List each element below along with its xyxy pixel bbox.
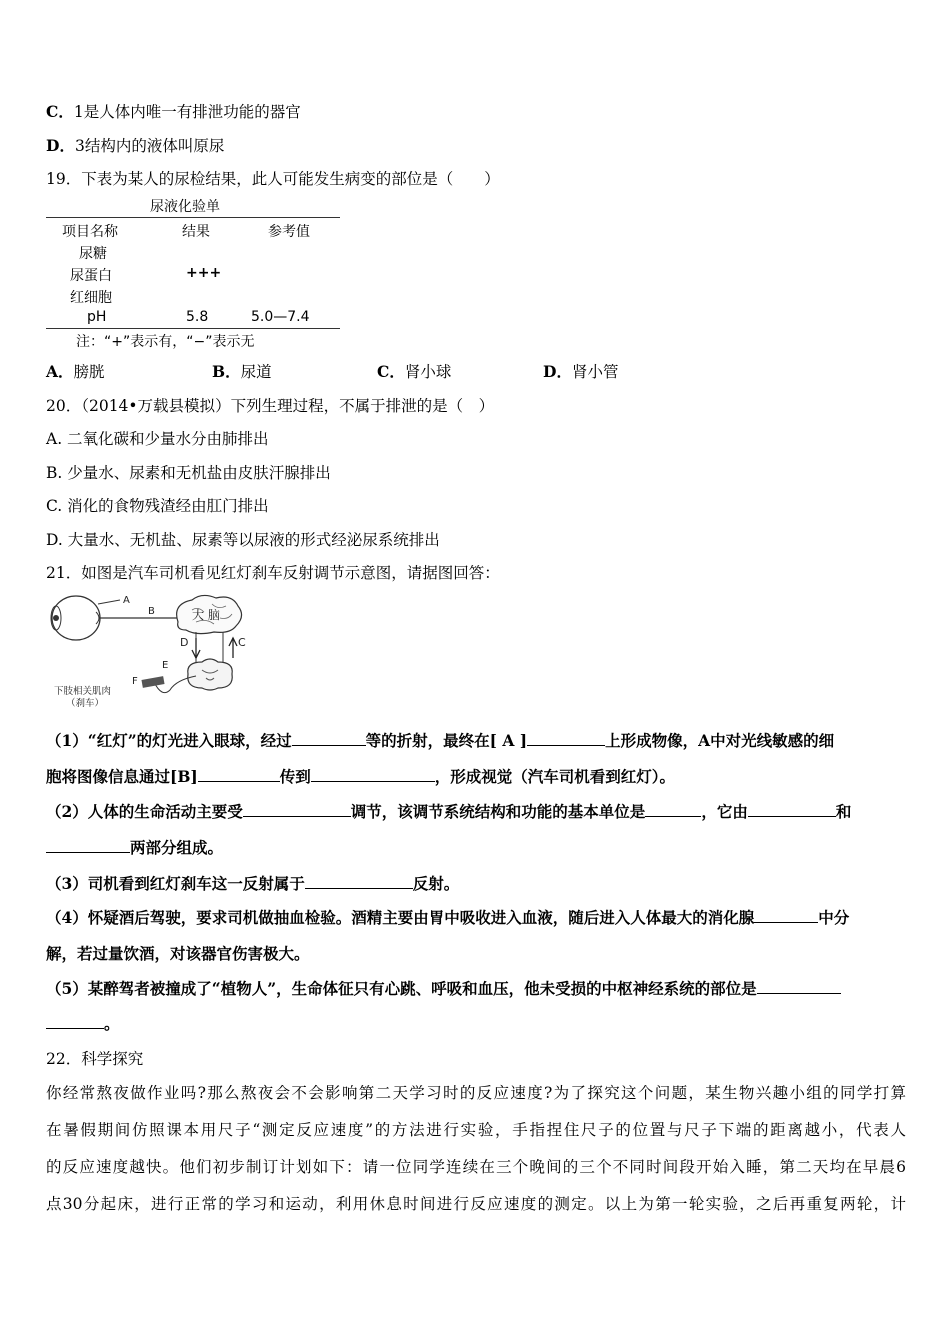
q22-title: 22．科学探究 <box>46 1050 144 1068</box>
answer-blank[interactable] <box>757 979 841 994</box>
q19-stem: 19．下表为某人的尿检结果，此人可能发生病变的部位是（ ） <box>46 170 500 188</box>
label-e: E <box>162 660 169 671</box>
brain-label: 大 脑 <box>192 608 220 622</box>
option-letter: D． <box>543 362 572 381</box>
answer-blank[interactable] <box>46 1014 104 1029</box>
q20-option-b: B. 少量水、尿素和无机盐由皮肤汗腺排出 <box>46 464 331 482</box>
q19-option-b <box>212 362 272 382</box>
text-seg: （5）某醉驾者被撞成了“植物人”，生命体征只有心跳、呼吸和血压，他未受损的中枢神经系统的部位是 <box>46 979 757 998</box>
q21-part4-line2: 解，若过量饮酒，对该器官伤害极大。 <box>46 944 310 963</box>
option-letter: C． <box>377 362 405 381</box>
option-text: 肾小球 <box>404 363 452 381</box>
answer-blank[interactable] <box>198 767 280 782</box>
q18-option-c <box>46 102 301 122</box>
q18-option-d <box>46 136 224 156</box>
q21-part2-line2 <box>46 838 223 858</box>
row-result: +++ <box>186 265 222 281</box>
text-seg: （1）“红灯”的灯光进入眼球，经过 <box>46 731 292 750</box>
q21-part1-line2 <box>46 767 675 787</box>
label-b: B <box>148 606 155 617</box>
q20-option-d: D. 大量水、无机盐、尿素等以尿液的形式经泌尿系统排出 <box>46 531 440 549</box>
table-bottom-rule <box>46 328 340 329</box>
q21-part4-line1 <box>46 908 849 928</box>
header-result: 结果 <box>182 224 210 240</box>
q21-part5-line2 <box>46 1014 120 1034</box>
option-text: 尿道 <box>240 363 272 381</box>
text-seg: 和 <box>835 802 852 821</box>
text-seg: 调节，该调节系统结构和功能的基本单位是 <box>350 802 646 821</box>
option-text: 1是人体内唯一有排泄功能的器官 <box>73 103 301 121</box>
text-seg: （4）怀疑酒后驾驶，要求司机做抽血检验。酒精主要由胃中吸收进入血液，随后进入人体最大的消化腺 <box>46 908 755 927</box>
text-seg: 中分 <box>818 908 850 927</box>
row-name: 尿蛋白 <box>70 268 112 284</box>
muscle-label: 下肢相关肌肉 <box>54 686 112 697</box>
q22-paragraph-line: 你经常熬夜做作业吗?那么熬夜会不会影响第二天学习时的反应速度?为了探究这个问题，某生物兴趣小组的同学打算 <box>46 1084 906 1102</box>
q19-option-a <box>46 362 105 382</box>
answer-blank[interactable] <box>243 802 351 817</box>
row-result: 5.8 <box>186 309 209 325</box>
answer-blank[interactable] <box>305 874 413 889</box>
table-note: 注：“+”表示有，“−”表示无 <box>76 334 255 350</box>
q21-stem: 21．如图是汽车司机看见红灯刹车反射调节示意图，请据图回答： <box>46 564 500 582</box>
q19-option-d <box>543 362 618 382</box>
text-seg: ，它由 <box>701 802 748 821</box>
text-seg: 反射。 <box>412 874 460 893</box>
label-c: C <box>238 636 246 649</box>
option-text: 肾小管 <box>571 363 619 381</box>
answer-blank[interactable] <box>754 908 818 923</box>
header-item: 项目名称 <box>62 224 118 240</box>
text-seg: （2）人体的生命活动主要受 <box>46 802 243 821</box>
text-seg: 胞将图像信息通过[B] <box>46 767 198 786</box>
q21-part1-line1 <box>46 731 834 751</box>
row-name: 尿糖 <box>79 246 107 262</box>
answer-blank[interactable] <box>311 767 435 782</box>
spinal-cord-illustration <box>188 659 232 690</box>
text-seg: ，形成视觉（汽车司机看到红灯）。 <box>434 767 676 786</box>
answer-blank[interactable] <box>292 731 366 746</box>
q21-part2-line1 <box>46 802 851 822</box>
text-seg: 等的折射，最终在[ A ] <box>365 731 528 750</box>
header-reference: 参考值 <box>268 224 310 240</box>
label-a: A <box>123 595 130 606</box>
table-title: 尿液化验单 <box>150 199 220 215</box>
text-seg: 传到 <box>279 767 311 786</box>
option-text: 膀胱 <box>73 363 105 381</box>
option-letter: D． <box>46 136 75 155</box>
text-seg: 。 <box>104 1014 120 1033</box>
option-letter: B． <box>212 362 241 381</box>
q21-part3 <box>46 874 459 894</box>
muscle-label-brake: （刹车） <box>66 698 105 709</box>
text-seg: （3）司机看到红灯刹车这一反射属于 <box>46 874 305 893</box>
q22-paragraph-line: 在暑假期间仿照课本用尺子“测定反应速度”的方法进行实验，手指捏住尺子的位置与尺子下端的距离越小，代表人 <box>46 1121 906 1139</box>
option-letter: C． <box>46 102 74 121</box>
q20-option-a: A. 二氧化碳和少量水分由肺排出 <box>46 430 269 448</box>
q20-stem: 20．（2014•万载县模拟）下列生理过程，不属于排泄的是（ ） <box>46 397 495 415</box>
reflex-diagram <box>46 590 246 710</box>
answer-blank[interactable] <box>527 731 605 746</box>
q19-option-c <box>377 362 451 382</box>
answer-blank[interactable] <box>46 838 130 853</box>
answer-blank[interactable] <box>748 802 836 817</box>
muscle-block <box>141 676 164 688</box>
row-reference: 5.0—7.4 <box>251 309 310 325</box>
answer-blank[interactable] <box>645 802 701 817</box>
q20-option-c: C. 消化的食物残渣经由肛门排出 <box>46 497 269 515</box>
row-name: pH <box>87 309 107 325</box>
label-a-leader <box>98 600 120 604</box>
eye-illustration <box>51 596 100 640</box>
label-f: F <box>132 676 138 687</box>
label-d: D <box>180 636 189 649</box>
row-name: 红细胞 <box>70 290 112 306</box>
q21-part5-line1 <box>46 979 841 999</box>
text-seg: 上形成物像，A中对光线敏感的细 <box>605 731 835 750</box>
option-text: 3结构内的液体叫原尿 <box>74 137 225 155</box>
q22-paragraph-line: 点30分起床，进行正常的学习和运动，利用休息时间进行反应速度的测定。以上为第一轮实验，之后再重复两轮，计 <box>46 1195 906 1213</box>
text-seg: 两部分组成。 <box>130 838 224 857</box>
option-letter: A． <box>46 362 74 381</box>
q22-paragraph-line: 的反应速度越快。他们初步制订计划如下：请一位同学连续在三个晚间的三个不同时间段开始入睡，第二天均在早晨6 <box>46 1158 906 1176</box>
table-top-rule <box>46 217 340 218</box>
